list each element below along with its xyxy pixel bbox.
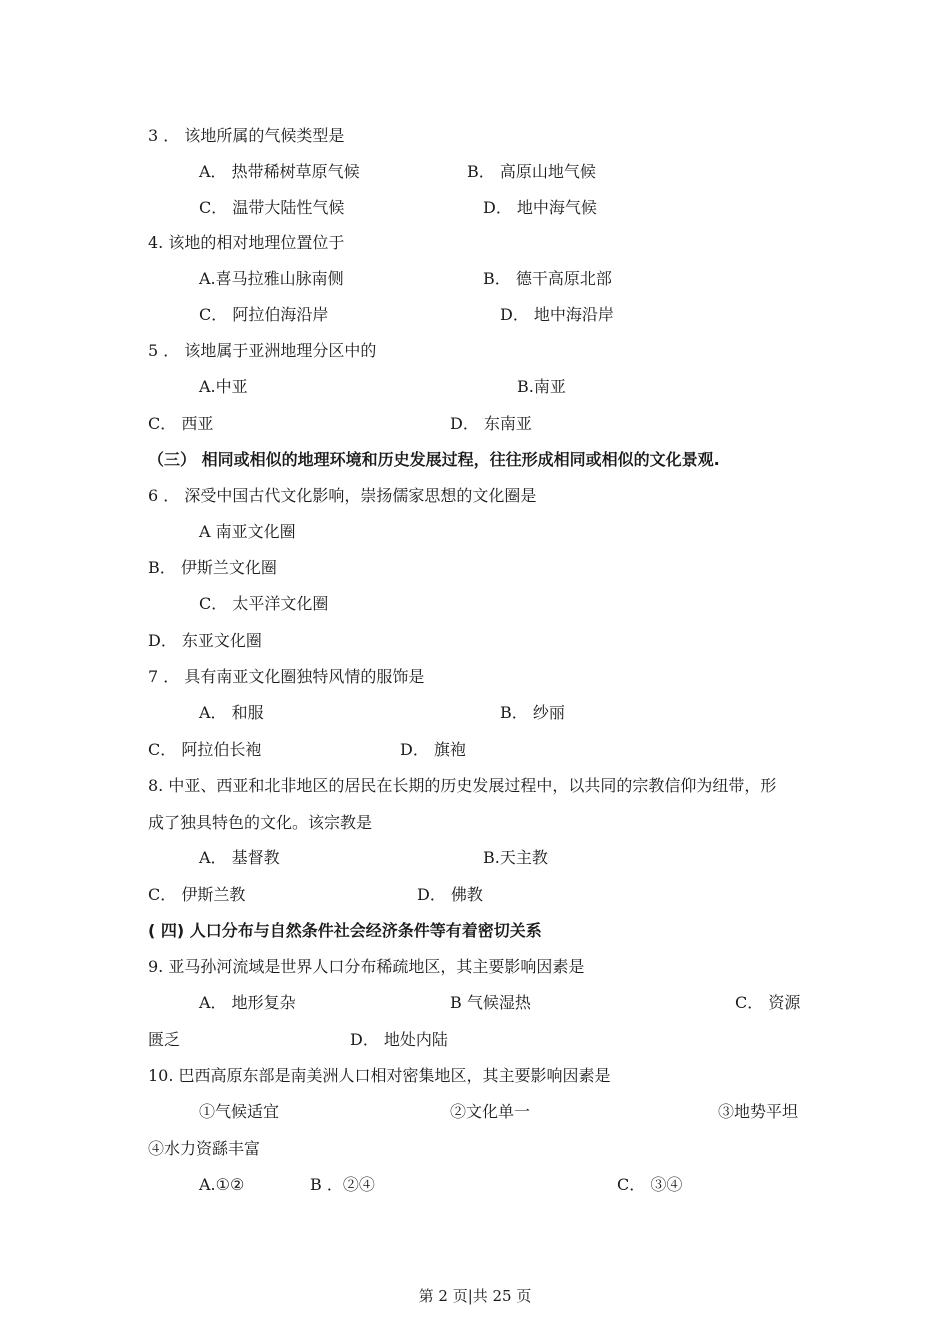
q6-option-d: D． 东亚文化圈 — [148, 631, 262, 650]
q10-item-4: ④水力资繇丰富 — [148, 1139, 261, 1158]
q6-stem: 6 ． 深受中国古代文化影响，崇扬儒家思想的文化圈是 — [148, 486, 537, 505]
q6-option-c: C． 太平洋文化圈 — [199, 594, 329, 613]
q10-item-2: ②文化单一 — [450, 1102, 531, 1121]
q9-stem: 9. 亚马孙河流域是世界人口分布稀疏地区，其主要影响因素是 — [148, 957, 585, 976]
q4-option-d: D． 地中海沿岸 — [500, 305, 614, 324]
q10-item-1: ①气候适宜 — [199, 1102, 280, 1121]
q8-option-d: D． 佛教 — [417, 885, 483, 904]
q5-option-d: D． 东南亚 — [450, 414, 532, 433]
q6-option-a: A 南亚文化圈 — [199, 522, 296, 541]
q10-option-a: A.①② — [199, 1175, 245, 1194]
q5-option-c: C． 西亚 — [148, 414, 214, 433]
q3-option-d: D． 地中海气候 — [483, 198, 597, 217]
q3-option-a: A． 热带稀树草原气候 — [199, 162, 360, 181]
q8-stem-line-1: 8. 中亚、西亚和北非地区的居民在长期的历史发展过程中，以共同的宗教信仰为纽带，形 — [148, 776, 777, 795]
q7-stem: 7 ． 具有南亚文化圈独特风情的服饰是 — [148, 667, 425, 686]
page-footer: 第 2 页|共 25 页 — [418, 1287, 532, 1305]
q8-option-a: A． 基督教 — [199, 848, 280, 867]
section-4-heading: ( 四) 人口分布与自然条件社会经济条件等有着密切关系 — [148, 921, 542, 940]
q10-option-b: B ．②④ — [310, 1175, 375, 1194]
section-3-heading: （三） 相同或相似的地理环境和历史发展过程，往往形成相同或相似的文化景观. — [148, 450, 720, 469]
q4-option-c: C． 阿拉伯海沿岸 — [199, 305, 329, 324]
q9-option-d: D． 地处内陆 — [350, 1030, 448, 1049]
q3-option-b: B． 高原山地气候 — [467, 162, 596, 181]
q5-stem: 5 ． 该地属于亚洲地理分区中的 — [148, 341, 377, 360]
q9-option-a: A． 地形复杂 — [199, 993, 296, 1012]
q8-option-c: C． 伊斯兰教 — [148, 885, 246, 904]
q6-option-b: B． 伊斯兰文化圈 — [148, 558, 277, 577]
q7-option-d: D． 旗袍 — [400, 740, 466, 759]
q10-stem: 10. 巴西高原东部是南美洲人口相对密集地区，其主要影响因素是 — [148, 1066, 611, 1085]
q3-stem: 3 ． 该地所属的气候类型是 — [148, 126, 345, 145]
q4-option-a: A.喜马拉雅山脉南侧 — [199, 269, 344, 288]
q9-option-b: B 气候湿热 — [450, 993, 531, 1012]
q5-option-a: A.中亚 — [199, 377, 248, 396]
q3-option-c: C． 温带大陆性气候 — [199, 198, 345, 217]
q10-option-c: C． ③④ — [617, 1175, 683, 1194]
q7-option-a: A． 和服 — [199, 703, 264, 722]
q5-option-b: B.南亚 — [517, 377, 566, 396]
q9-option-c-continued: 匮乏 — [148, 1030, 181, 1049]
q9-option-c: C． 资源 — [735, 993, 801, 1012]
q7-option-b: B． 纱丽 — [500, 703, 565, 722]
q4-option-b: B． 德干高原北部 — [483, 269, 612, 288]
q10-item-3: ③地势平坦 — [718, 1102, 799, 1121]
q4-stem: 4. 该地的相对地理位置位于 — [148, 233, 345, 252]
q8-stem-line-2: 成了独具特色的文化。该宗教是 — [148, 813, 373, 832]
q7-option-c: C． 阿拉伯长袍 — [148, 740, 262, 759]
q8-option-b: B.天主教 — [483, 848, 548, 867]
